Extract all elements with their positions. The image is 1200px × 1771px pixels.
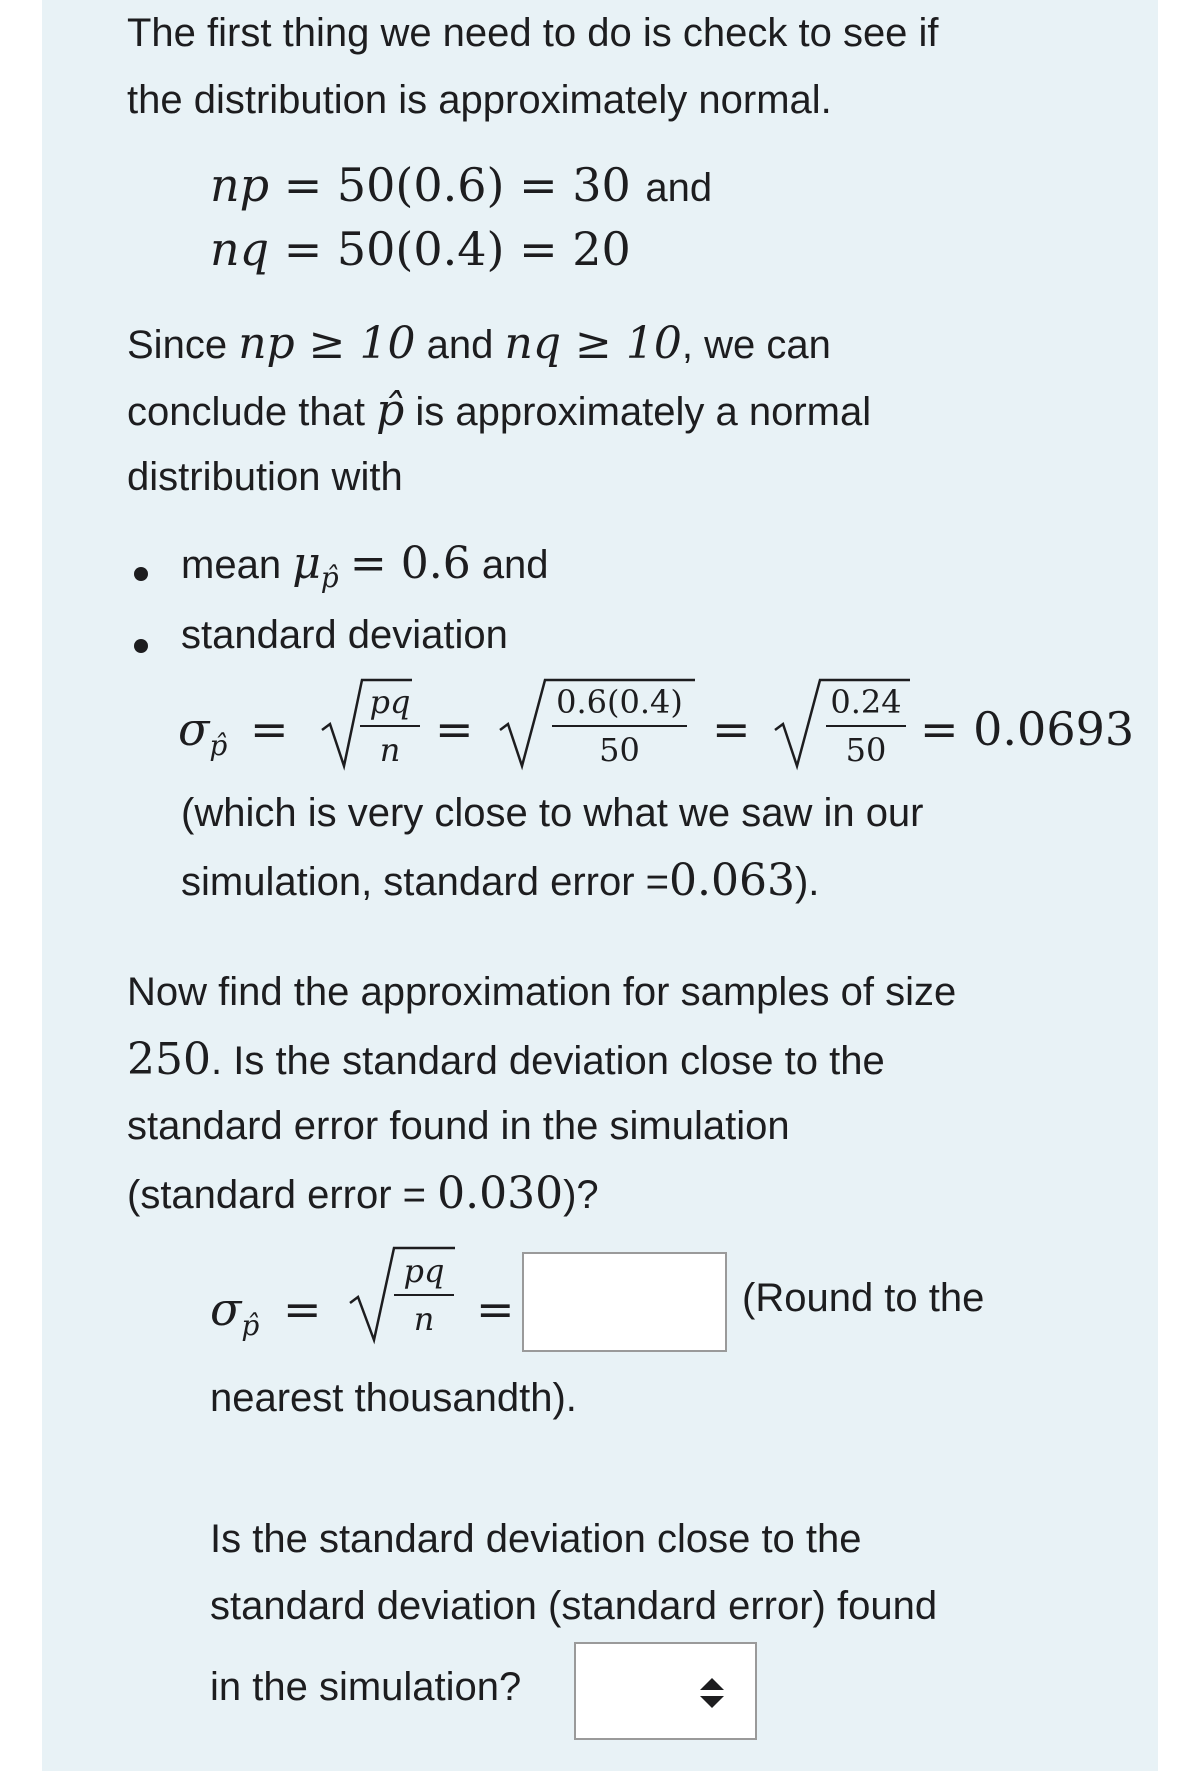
up-down-arrows-icon: [699, 1678, 725, 1708]
bullet-dot: [134, 567, 148, 581]
nq-check: nq = 50(0.4) = 20: [210, 222, 631, 276]
equals-sign: =: [250, 702, 289, 756]
intro-line-1: The first thing we need to do is check to see if: [127, 11, 939, 55]
sigma-phat: $\sigma_{p̂}$: [178, 702, 228, 763]
bullet-dot: [134, 639, 148, 653]
fraction-024-over-50: 0.24 50: [826, 683, 906, 769]
round-instruction-2: nearest thousandth).: [210, 1376, 577, 1420]
yes-no-select[interactable]: [574, 1642, 757, 1740]
equals-sign: =: [712, 702, 751, 756]
intro-line-2: the distribution is approximately normal.: [127, 78, 832, 122]
np-check: np = 50(0.6) = 30 and: [210, 158, 713, 212]
sd-bullet: standard deviation: [181, 613, 508, 657]
sd-result: = 0.0693: [920, 702, 1135, 756]
note-line-1: (which is very close to what we saw in our: [181, 791, 924, 835]
fraction-pq-over-n: pq n: [394, 1252, 454, 1338]
final-question-line-3: in the simulation?: [210, 1665, 522, 1709]
final-question-line-1: Is the standard deviation close to the: [210, 1517, 862, 1561]
fraction-pq-over-n: pq n: [360, 683, 420, 769]
equals-sign: =: [283, 1282, 322, 1336]
fraction-06-04-over-50: 0.6(0.4) 50: [552, 683, 687, 769]
answer-input[interactable]: [522, 1252, 727, 1352]
sigma-phat: $\sigma_{p̂}$: [210, 1282, 260, 1343]
question-line-4: (standard error = 0.030)?: [127, 1168, 599, 1219]
conclusion-line-2: conclude that p̂ is approximately a normal: [127, 385, 872, 436]
equals-sign: =: [476, 1282, 515, 1336]
round-instruction-1: (Round to the: [742, 1276, 985, 1320]
question-line-2: 250. Is the standard deviation close to the: [127, 1034, 885, 1085]
final-question-line-2: standard deviation (standard error) found: [210, 1584, 938, 1628]
note-line-2: simulation, standard error =0.063).: [181, 855, 820, 906]
equals-sign: =: [435, 702, 474, 756]
conclusion-line-1: Since np ≥ 10 and nq ≥ 10, we can: [127, 318, 831, 369]
conclusion-line-3: distribution with: [127, 455, 403, 499]
mean-bullet: mean $\mu_{p̂} = 0.6$ and: [181, 538, 549, 594]
question-line-1: Now find the approximation for samples of size: [127, 970, 957, 1014]
question-line-3: standard error found in the simulation: [127, 1104, 790, 1148]
